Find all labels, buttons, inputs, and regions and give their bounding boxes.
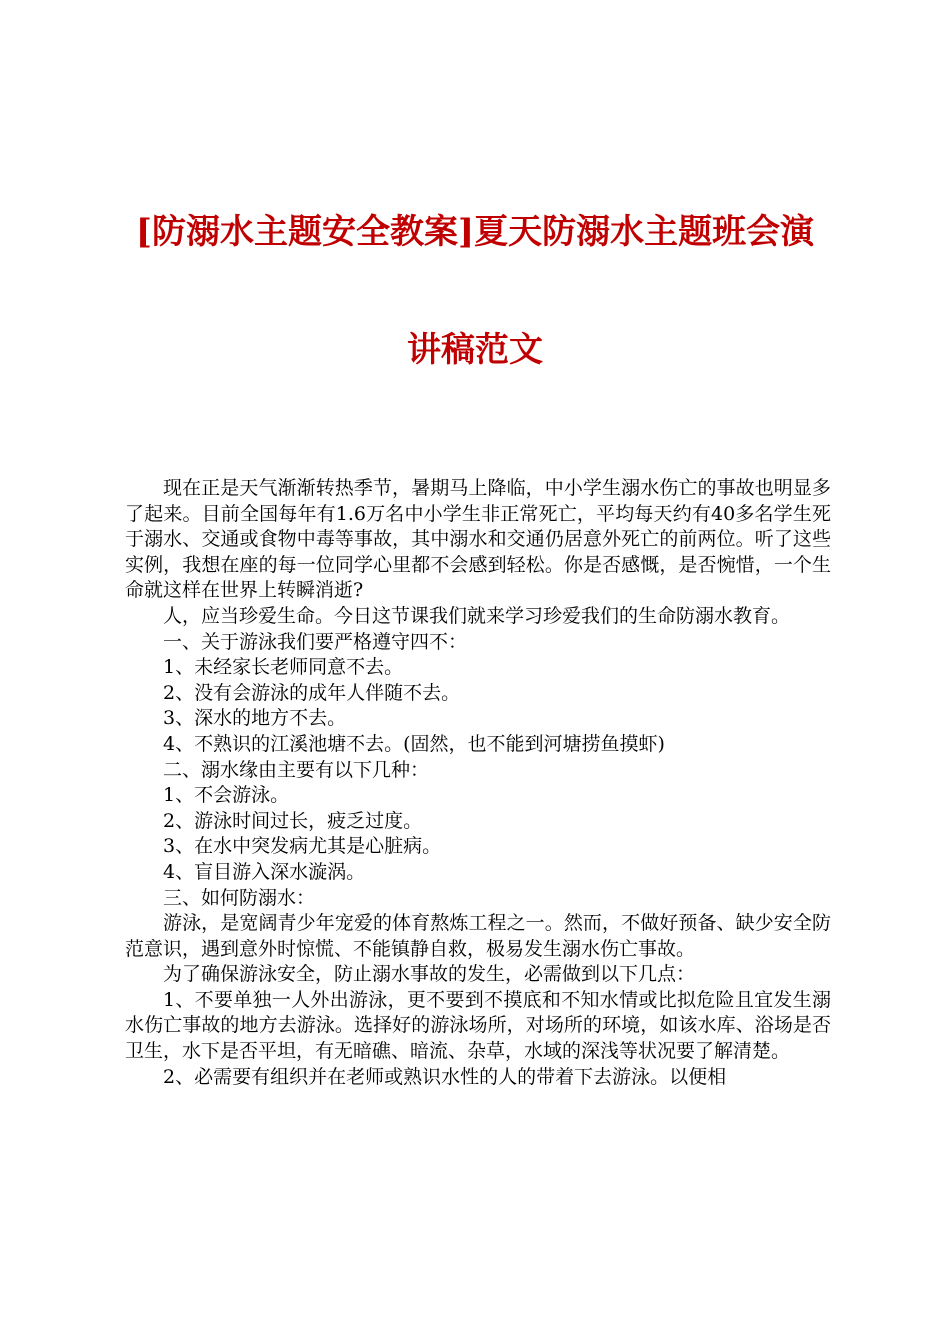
document-title-line-1: [防溺水主题安全教案]夏天防溺水主题班会演 (135, 212, 815, 252)
document-title-line-2: 讲稿范文 (407, 330, 543, 370)
paragraph-intro: 现在正是天气渐渐转热季节，暑期马上降临，中小学生溺水伤亡的事故也明显多了起来。目前全国每年有1.6万名中小学生非正常死亡，平均每天约有40多名学生死于溺水、交通或食物中毒等事故，其中溺水和交通仍居意外死亡的前两位。听了这些实例，我想在座的每一位同学心里都不会感到轻松。你是否感慨，是否惋惜，一个生命就这样在世界上转瞬消逝? (125, 477, 831, 602)
document-body (125, 476, 831, 1090)
list-item: 1、不会游泳。 (163, 784, 290, 807)
list-item: 4、不熟识的江溪池塘不去。(固然，也不能到河塘捞鱼摸虾) (163, 732, 665, 755)
list-item: 1、未经家长老师同意不去。 (163, 656, 404, 679)
list-item: 3、深水的地方不去。 (163, 707, 347, 730)
list-item: 1、不要单独一人外出游泳，更不要到不摸底和不知水情或比拟危险且宜发生溺水伤亡事故的地方去游泳。选择好的游泳场所，对场所的环境，如该水库、浴场是否卫生，水下是否平坦，有无暗礁、暗流、杂草，水域的深浅等状况要了解清楚。 (125, 988, 831, 1063)
list-item: 2、游泳时间过长，疲乏过度。 (163, 809, 423, 832)
list-item: 4、盲目游入深水漩涡。 (163, 860, 366, 883)
paragraph-safety-points-intro: 为了确保游泳安全，防止溺水事故的发生，必需做到以下几点： (163, 963, 696, 986)
paragraph-swimming: 游泳，是宽阔青少年宠爱的体育熬炼工程之一。然而，不做好预备、缺少安全防范意识，遇到意外时惊慌、不能镇静自救，极易发生溺水伤亡事故。 (125, 912, 831, 960)
paragraph-cherish-life: 人，应当珍爱生命。今日这节课我们就来学习珍爱我们的生命防溺水教育。 (163, 604, 791, 627)
list-item: 2、必需要有组织并在老师或熟识水性的人的带着下去游泳。以便相 (163, 1065, 727, 1088)
section-heading-four-rules: 一、关于游泳我们要严格遵守四不： (163, 630, 468, 653)
list-item: 3、在水中突发病尤其是心脏病。 (163, 835, 442, 858)
list-item: 2、没有会游泳的成年人伴随不去。 (163, 681, 461, 704)
section-heading-prevention: 三、如何防溺水： (163, 886, 316, 909)
section-heading-causes: 二、溺水缘由主要有以下几种： (163, 758, 430, 781)
